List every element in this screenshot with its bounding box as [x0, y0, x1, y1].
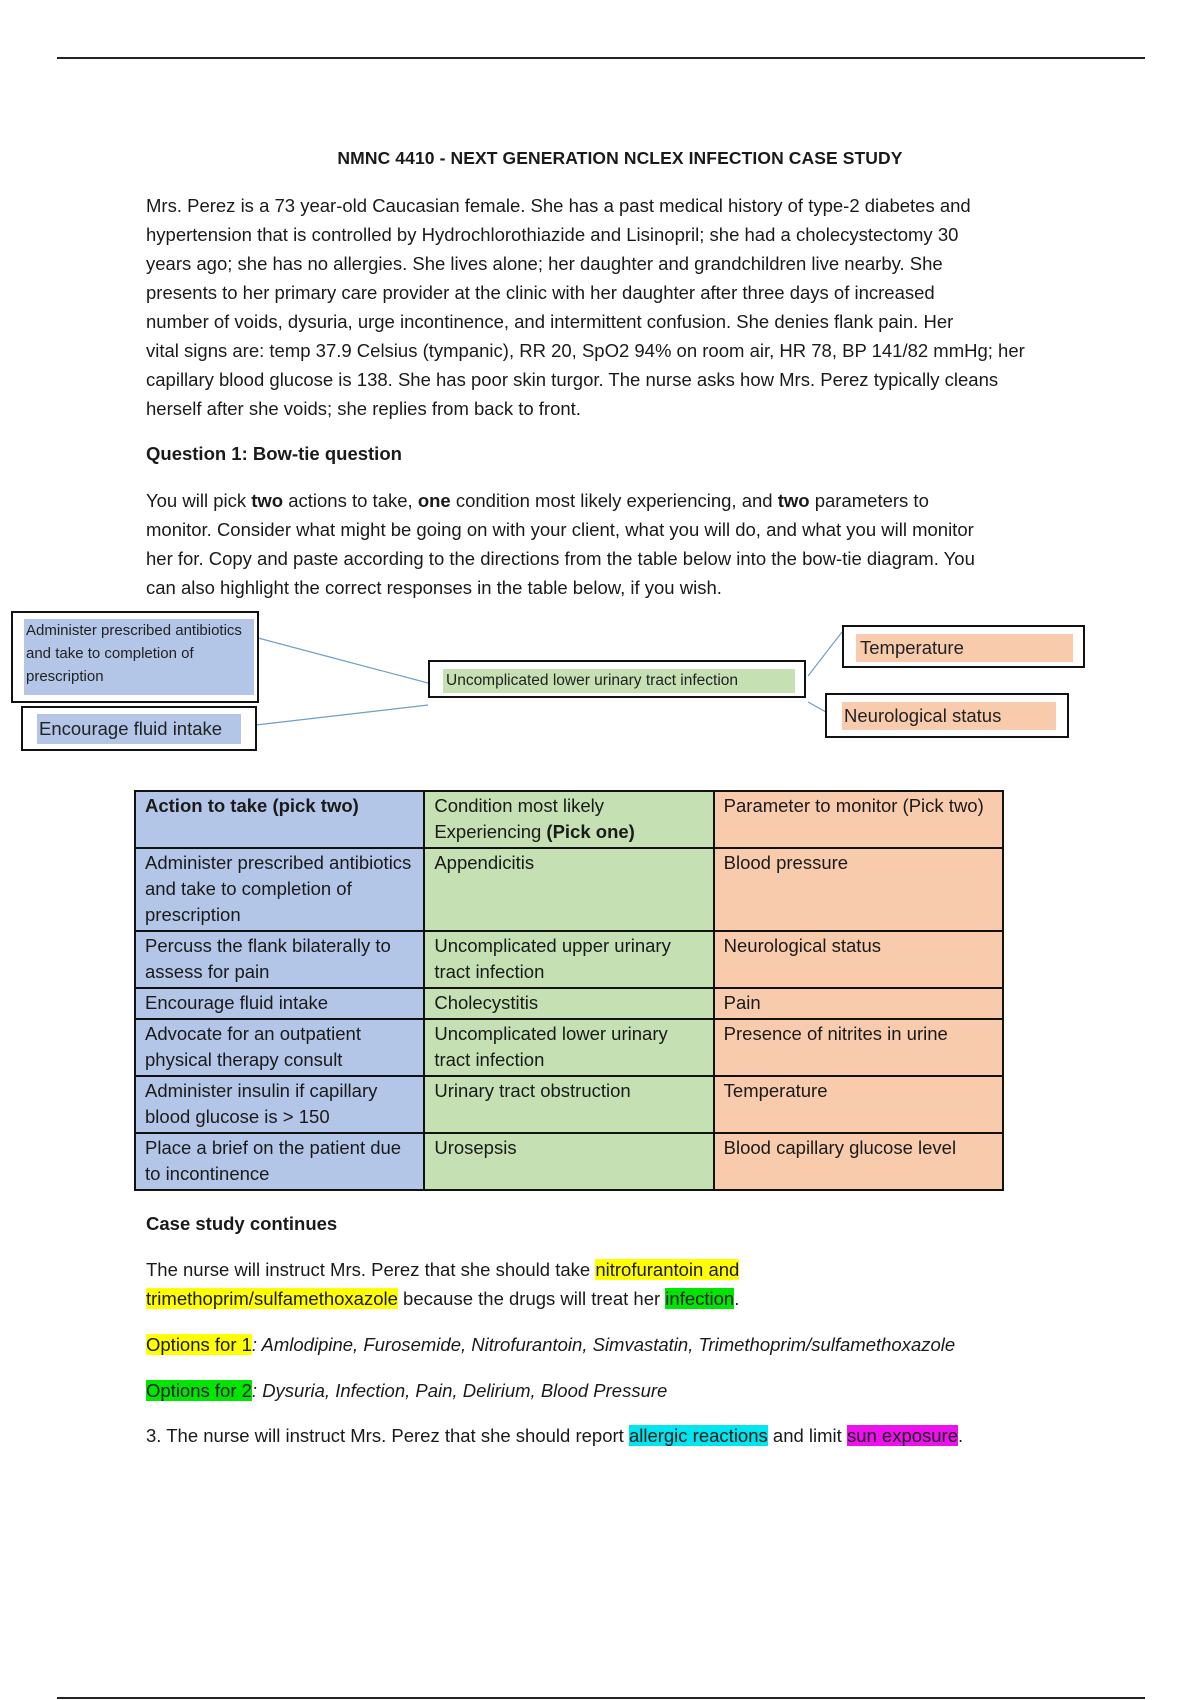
- connector-line: [256, 705, 428, 725]
- monitor-cell[interactable]: Neurological status: [714, 931, 1003, 988]
- bowtie-monitor1-box[interactable]: [842, 625, 1085, 668]
- monitor-cell[interactable]: Blood pressure: [714, 848, 1003, 931]
- intro-line: years ago; she has no allergies. She lives alone; her daughter and grandchildren live nearby. She: [146, 253, 943, 274]
- bowtie-monitor1: Temperature: [856, 634, 1073, 662]
- bowtie-action1-box[interactable]: [11, 611, 259, 703]
- options-1-text: : Amlodipine, Furosemide, Nitrofurantoin, Simvastatin, Trimethoprim/sulfamethoxazole: [251, 1334, 956, 1355]
- bowtie-action1: Administer prescribed antibiotics and take to completion of prescription: [24, 619, 254, 695]
- bowtie-condition-box[interactable]: [428, 660, 806, 698]
- action-cell[interactable]: Encourage fluid intake: [135, 988, 424, 1019]
- continues-heading: Case study continues: [146, 1213, 338, 1234]
- intro-line: capillary blood glucose is 138. She has poor skin turgor. The nurse asks how Mrs. Perez typically cleans: [146, 369, 999, 390]
- header-monitor: Parameter to monitor (Pick two): [714, 791, 1003, 848]
- options-table: [134, 790, 1004, 1191]
- highlight-answer-1: nitrofurantoin and: [595, 1259, 740, 1280]
- monitor-cell[interactable]: Temperature: [714, 1076, 1003, 1133]
- monitor-cell[interactable]: Presence of nitrites in urine: [714, 1019, 1003, 1076]
- instruction-line: her for. Copy and paste according to the directions from the table below into the bow-tie diagram. You: [146, 548, 975, 569]
- condition-cell[interactable]: Uncomplicated lower urinary tract infection: [424, 1019, 713, 1076]
- options-for-1: [146, 1330, 1096, 1359]
- bowtie-condition: Uncomplicated lower urinary tract infection: [443, 669, 795, 693]
- instruction-line: You will pick two actions to take, one condition most likely experiencing, and two parameters to: [146, 490, 929, 511]
- action-cell[interactable]: Place a brief on the patient due to incontinence: [135, 1133, 424, 1190]
- action-cell[interactable]: Percuss the flank bilaterally to assess for pain: [135, 931, 424, 988]
- condition-cell[interactable]: Uncomplicated upper urinary tract infection: [424, 931, 713, 988]
- condition-cell[interactable]: Cholecystitis: [424, 988, 713, 1019]
- question1-heading: Question 1: Bow-tie question: [146, 443, 402, 464]
- bowtie-monitor2: Neurological status: [842, 702, 1056, 730]
- intro-line: Mrs. Perez is a 73 year-old Caucasian female. She has a past medical history of type-2 diabetes and: [146, 195, 971, 216]
- action-cell[interactable]: Advocate for an outpatient physical therapy consult: [135, 1019, 424, 1076]
- instruction-line: monitor. Consider what might be going on with your client, what you will do, and what you will monitor: [146, 519, 974, 540]
- condition-cell[interactable]: Appendicitis: [424, 848, 713, 931]
- table-row: [135, 988, 1003, 1019]
- header-action: Action to take (pick two): [135, 791, 424, 848]
- intro-line: hypertension that is controlled by Hydrochlorothiazide and Lisinopril; she had a cholecystectomy 30: [146, 224, 959, 245]
- highlight-answer-4: sun exposure: [846, 1425, 959, 1446]
- connector-line: [258, 638, 428, 683]
- intro-line: herself after she voids; she replies from back to front.: [146, 398, 581, 419]
- highlight-answer-3: allergic reactions: [628, 1425, 768, 1446]
- bottom-rule: [57, 1697, 1145, 1699]
- table-row: [135, 1076, 1003, 1133]
- bowtie-action2-box[interactable]: [21, 706, 257, 751]
- intro-line: vital signs are: temp 37.9 Celsius (tympanic), RR 20, SpO2 94% on room air, HR 78, BP 141/82 mmHg; her: [146, 340, 1025, 361]
- connector-line: [808, 632, 842, 676]
- options-for-2: [146, 1376, 1096, 1405]
- condition-cell[interactable]: Urosepsis: [424, 1133, 713, 1190]
- document-title: NMNC 4410 - NEXT GENERATION NCLEX INFECTION CASE STUDY: [337, 148, 903, 168]
- continues-sentence-1: The nurse will instruct Mrs. Perez that she should take nitrofurantoin and trimethoprim/sulfamethoxazole because the drugs will treat her infection.: [146, 1259, 740, 1309]
- bowtie-monitor2-box[interactable]: [825, 693, 1069, 738]
- highlight-answer-1: trimethoprim/sulfamethoxazole: [146, 1288, 398, 1309]
- highlight-answer-2: infection: [665, 1288, 735, 1309]
- monitor-cell[interactable]: Blood capillary glucose level: [714, 1133, 1003, 1190]
- bowtie-action2: Encourage fluid intake: [37, 714, 241, 744]
- table-row: [135, 931, 1003, 988]
- options-2-label: Options for 2: [146, 1380, 252, 1401]
- header-condition: Condition most likely Experiencing (Pick one): [424, 791, 713, 848]
- intro-line: presents to her primary care provider at the clinic with her daughter after three days of increased: [146, 282, 935, 303]
- table-row: [135, 1133, 1003, 1190]
- options-1-label: Options for 1: [146, 1334, 252, 1355]
- monitor-cell[interactable]: Pain: [714, 988, 1003, 1019]
- instruction-line: can also highlight the correct responses in the table below, if you wish.: [146, 577, 722, 598]
- table-row: [135, 848, 1003, 931]
- continues-sentence-3: 3. The nurse will instruct Mrs. Perez that she should report allergic reactions and limit sun exposure.: [146, 1425, 964, 1446]
- condition-cell[interactable]: Urinary tract obstruction: [424, 1076, 713, 1133]
- options-2-text: : Dysuria, Infection, Pain, Delirium, Blood Pressure: [251, 1380, 668, 1401]
- intro-line: number of voids, dysuria, urge incontinence, and intermittent confusion. She denies flank pain. Her: [146, 311, 954, 332]
- table-row: [135, 1019, 1003, 1076]
- action-cell[interactable]: Administer prescribed antibiotics and take to completion of prescription: [135, 848, 424, 931]
- action-cell[interactable]: Administer insulin if capillary blood glucose is > 150: [135, 1076, 424, 1133]
- table-header-row: [135, 791, 1003, 848]
- connector-line: [808, 702, 826, 712]
